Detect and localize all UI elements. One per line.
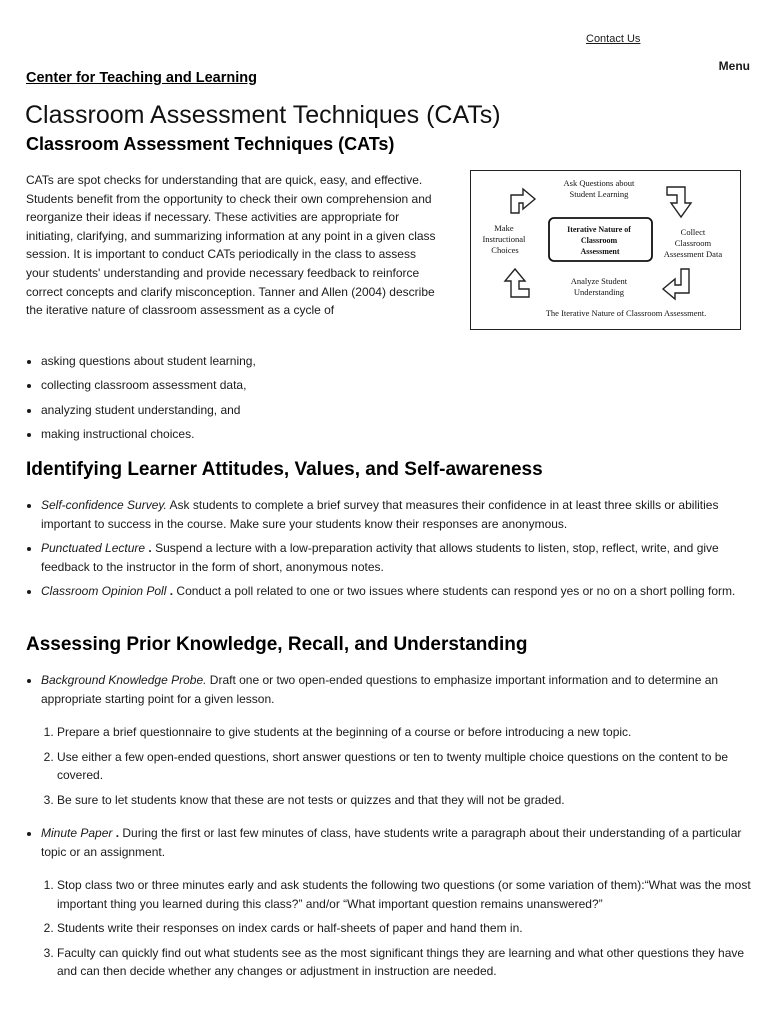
right-label-3: Assessment Data [663,249,723,259]
bottom-label-1: Analyze Student [570,276,628,286]
menu-button[interactable]: Menu [718,59,750,73]
item-separator: . [166,584,174,598]
list-item [41,582,753,601]
section-heading-attitudes: Identifying Learner Attitudes, Values, and Self-awareness [26,459,543,480]
minute-list [26,824,753,867]
svg-text:Iterative Nature of Clas [567,225,633,256]
item-text: During the first or last few minutes of class, have students write a paragraph about their understanding of a particular topic or an assignment. [41,826,742,859]
list-item: • collecting classroom assessment data, [41,376,256,400]
item-separator: . [145,541,152,555]
item-term: Classroom Opinion Poll [41,584,167,598]
left-label-2: Instructional [482,234,526,244]
minute-steps [42,876,757,987]
top-label-1: Ask Questions about [563,178,635,188]
cycle-figure [470,170,741,330]
list-item: • asking questions about student learning, [41,352,256,376]
right-label-2: Classroom [674,238,712,248]
item-text: Draft one or two open-ended questions to emphasize important information and to determine an appropriate starting point for a given lesson. [41,673,719,706]
list-item: 1. Prepare a brief questionnaire to give students at the beginning of a course or before introducing a new topic. [57,723,757,742]
list-item [41,671,753,708]
page-title: Classroom Assessment Techniques (CATs) [25,101,501,129]
center-label-2: Classroom [580,236,618,245]
item-separator: . [112,826,120,840]
list-item: • analyzing student understanding, and [41,401,256,425]
intro-paragraph: CATs are spot checks for understanding that are quick, easy, and effective. Students benefit from the opportunity to check their own comprehension and reorganize their ideas if necessary. These activities are appropriate for initiating, clarifying, and summarizing information at any point in a given class session. It is important to conduct CATs periodically in the class to assess your students' understanding and provide necessary feedback to reinforce correct concepts and clarify misconception. Tanner and Allen (2004) describe the iterative nature of classroom assessment as a cycle of [26,173,436,318]
probe-steps [42,723,757,815]
arrow-bottom-right-icon [663,269,689,299]
probe-list [26,671,753,714]
attitudes-list [26,496,753,607]
left-label-3: Choices [491,245,519,255]
item-text: Suspend a lecture with a low-preparation activity that allows students to listen, stop, reflect, write, and give feedback to the instructor in the form of short, anonymous notes. [41,541,719,574]
item-term: Punctuated Lecture [41,541,146,555]
contact-us-link[interactable]: Contact Us [586,33,641,45]
list-item [41,824,753,861]
left-label-1: Make [494,223,514,233]
item-term: Background Knowledge Probe. [41,673,207,687]
list-item [41,496,753,533]
item-term: Minute Paper [41,826,113,840]
section-heading-prior-knowledge: Assessing Prior Knowledge, Recall, and Understanding [26,634,528,655]
item-text: Conduct a poll related to one or two issues where students can respond yes or no on a short polling form. [173,584,736,598]
site-title-link[interactable]: Center for Teaching and Learning [26,70,257,86]
list-item: • making instructional choices. [41,425,256,449]
list-item: 1. Stop class two or three minutes early and ask students the following two questions (or some variation of them):“What was the most important thing you learned during this class?” and/or “What important question remains unanswered?” [57,876,757,913]
arrow-bottom-left-icon [505,269,529,297]
item-text: Ask students to complete a brief survey that measures their confidence in at least three skills or abilities important to success in the course. Make sure your students know their responses are anonymous. [41,498,719,531]
list-item: 2. Use either a few open-ended questions, short answer questions or ten to twenty multiple choice questions on the content to be covered. [57,748,757,785]
center-label-1: Iterative Nature of [567,225,631,234]
cycle-diagram [471,171,739,328]
list-item [41,539,753,576]
figure-caption: The Iterative Nature of Classroom Assessment. [545,308,707,318]
right-label-1: Collect [680,227,706,237]
section-title: Classroom Assessment Techniques (CATs) [26,134,395,154]
center-label-3: Assessment [580,247,620,256]
arrow-top-left-icon [511,189,535,213]
bottom-label-2: Understanding [573,287,624,297]
top-label-2: Student Learning [569,189,629,199]
arrow-top-right-icon [667,187,691,217]
list-item: 2. Students write their responses on index cards or half-sheets of paper and hand them in. [57,919,757,938]
item-term: Self-confidence Survey. [41,498,167,512]
list-item: 3. Faculty can quickly find out what students see as the most significant things they are learning and what other questions they have and can then decide whether any changes or adjustment in instruction are needed. [57,944,757,981]
list-item: 3. Be sure to let students know that these are not tests or quizzes and that they will not be graded. [57,791,757,810]
cycle-list [26,352,256,449]
